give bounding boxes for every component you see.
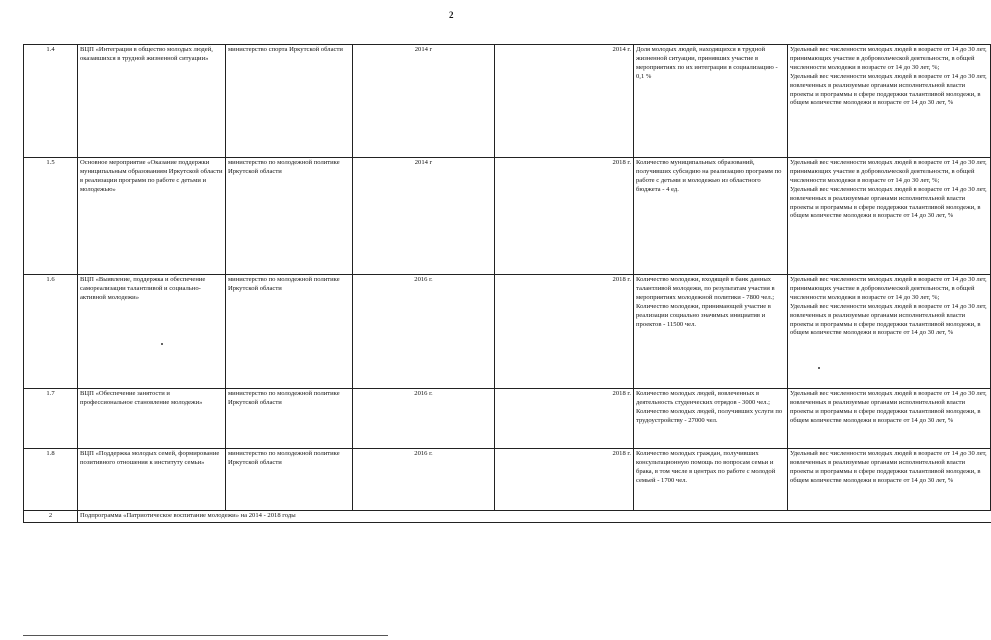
row-number: 1.5 (24, 158, 78, 275)
program-table (23, 44, 991, 523)
executor: министерство по молодежной политике Иркутской области (226, 449, 353, 511)
row-number: 1.4 (24, 45, 78, 158)
activity-name: Основное мероприятие «Оказание поддержки муниципальным образованиям Иркутской области в реализации программ по работе с детьми и молодежью» (78, 158, 226, 275)
scan-speck (818, 367, 820, 369)
target-indicator: Удельный вес численности молодых людей в возрасте от 14 до 30 лет, вовлеченных в реализуемые органами исполнительной власти проекты и программы в сфере поддержки талантливой молодежи, в общем количестве молодежи в возрасте от 14 до 30 лет, % (788, 449, 991, 511)
table-body (24, 45, 991, 523)
start-year: 2016 г. (353, 389, 495, 449)
activity-name: ВЦП «Интеграция в общество молодых людей, оказавшихся в трудной жизненной ситуации» (78, 45, 226, 158)
subprogram-title: Подпрограмма «Патриотическое воспитание молодежи» на 2014 - 2018 годы (78, 511, 991, 523)
end-year: 2014 г. (495, 45, 634, 158)
expected-result: Количество молодых граждан, получивших консультационную помощь по вопросам семьи и брака, в том числе в центрах по работе с молодой семьей - 1700 чел. (634, 449, 788, 511)
row-number: 1.7 (24, 389, 78, 449)
end-year: 2018 г. (495, 389, 634, 449)
expected-result: Количество муниципальных образований, получивших субсидию на реализацию программ по работе с детьми и молодежью из областного бюджета - 4 ед. (634, 158, 788, 275)
activity-name: ВЦП «Выявление, поддержка и обеспечение самореализации талантливой и социально-активной молодежи» (78, 275, 226, 389)
row-number: 2 (24, 511, 78, 523)
page-number: 2 (449, 10, 454, 20)
start-year: 2014 г (353, 45, 495, 158)
table-row (24, 275, 991, 389)
start-year: 2014 г (353, 158, 495, 275)
end-year: 2018 г. (495, 275, 634, 389)
executor: министерство по молодежной политике Иркутской области (226, 275, 353, 389)
target-indicator: Удельный вес численности молодых людей в возрасте от 14 до 30 лет, принимающих участие в добровольческой деятельности, в общей численности молодежи в возрасте от 14 до 30 лет, %; Удельный вес численности молодых людей в возрасте от 14 до 30 лет, вовлеченных в реализуемые органами исполнительной власти проекты и программы в сфере поддержки талантливой молодежи, в общем количестве молодежи в возрасте от 14 до 30 лет, % (788, 45, 991, 158)
target-indicator: Удельный вес численности молодых людей в возрасте от 14 до 30 лет, вовлеченных в реализуемые органами исполнительной власти проекты и программы в сфере поддержки талантливой молодежи, в общем количестве молодежи в возрасте от 14 до 30 лет, % (788, 389, 991, 449)
activity-name: ВЦП «Обеспечение занятости и профессиональное становление молодежи» (78, 389, 226, 449)
executor: министерство спорта Иркутской области (226, 45, 353, 158)
executor: министерство по молодежной политике Иркутской области (226, 389, 353, 449)
table-row (24, 389, 991, 449)
table-row (24, 449, 991, 511)
executor: министерство по молодежной политике Иркутской области (226, 158, 353, 275)
start-year: 2016 г. (353, 275, 495, 389)
end-year: 2018 г. (495, 158, 634, 275)
subprogram-row (24, 511, 991, 523)
scan-speck (161, 343, 163, 345)
expected-result: Доля молодых людей, находящихся в трудной жизненной ситуации, принявших участие в мероприятиях по их интеграции в социализацию - 0,1 % (634, 45, 788, 158)
expected-result: Количество молодых людей, вовлеченных в деятельность студенческих отрядов - 3000 чел.; Количество молодых людей, получивших услуги по трудоустройству - 27000 чел. (634, 389, 788, 449)
row-number: 1.8 (24, 449, 78, 511)
target-indicator: Удельный вес численности молодых людей в возрасте от 14 до 30 лет, принимающих участие в добровольческой деятельности, в общей численности молодежи в возрасте от 14 до 30 лет, %; Удельный вес численности молодых людей в возрасте от 14 до 30 лет, вовлеченных в реализуемые органами исполнительной власти проекты и программы в сфере поддержки талантливой молодежи, в общем количестве молодежи в возрасте от 14 до 30 лет, % (788, 275, 991, 389)
activity-name: ВЦП «Поддержка молодых семей, формирование позитивного отношения к институту семьи» (78, 449, 226, 511)
scan-edge-line (23, 635, 388, 636)
target-indicator: Удельный вес численности молодых людей в возрасте от 14 до 30 лет, принимающих участие в добровольческой деятельности, в общей численности молодежи в возрасте от 14 до 30 лет, %; Удельный вес численности молодых людей в возрасте от 14 до 30 лет, вовлеченных в реализуемые органами исполнительной власти проекты и программы в сфере поддержки талантливой молодежи, в общем количестве молодежи в возрасте от 14 до 30 лет, % (788, 158, 991, 275)
start-year: 2016 г. (353, 449, 495, 511)
table-row (24, 158, 991, 275)
expected-result: Количество молодежи, входящей в банк данных талантливой молодежи, по результатам участия в мероприятиях молодежной политики - 7800 чел.; Количество молодежи, принимающей участие в реализации социально значимых инициатив и проектов - 11500 чел. (634, 275, 788, 389)
end-year: 2018 г. (495, 449, 634, 511)
table-row (24, 45, 991, 158)
row-number: 1.6 (24, 275, 78, 389)
